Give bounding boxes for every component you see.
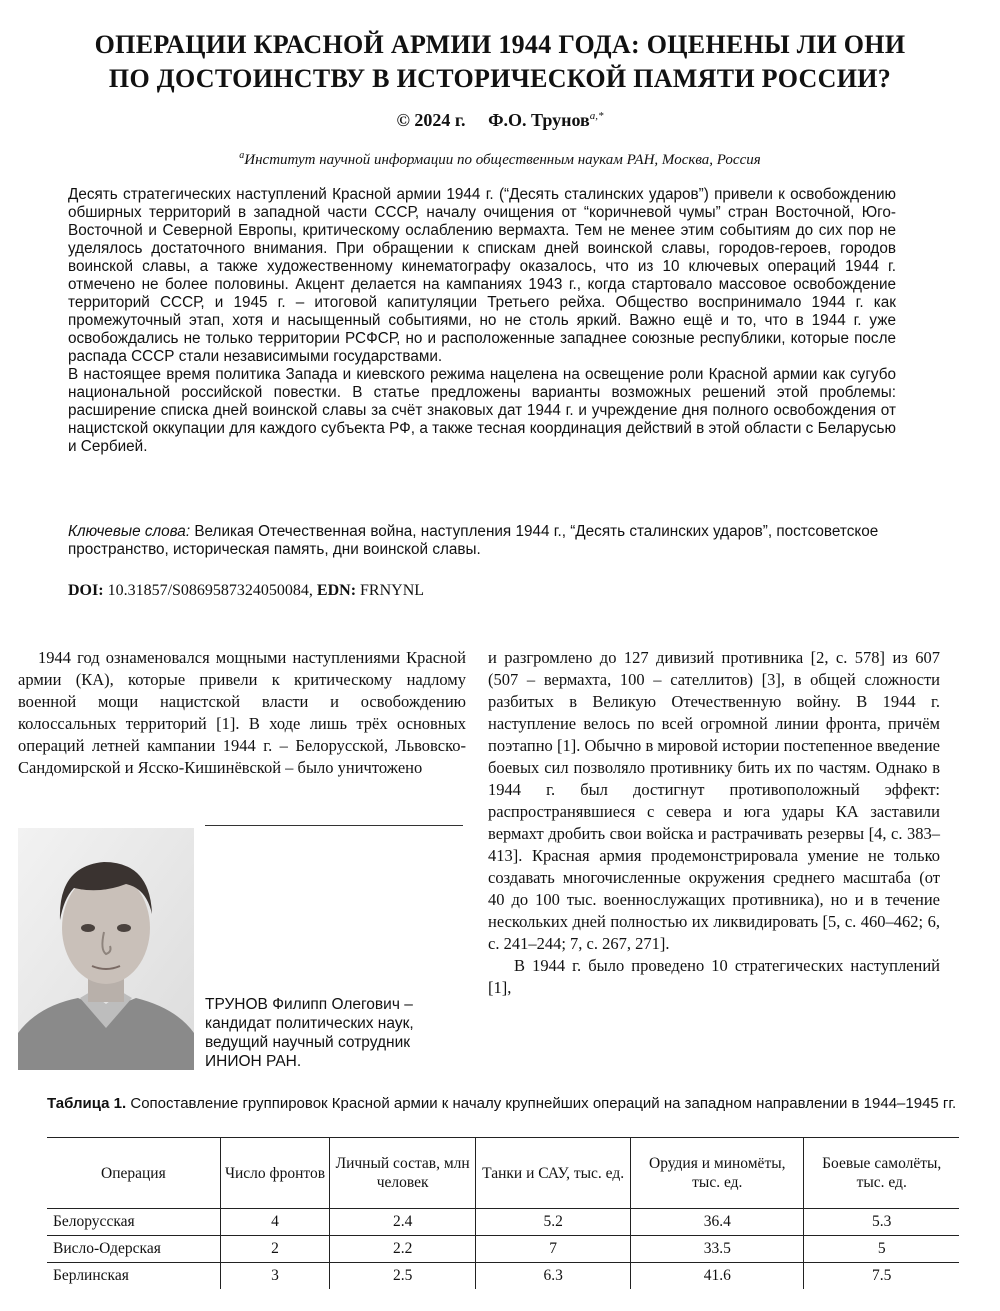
- article-title: [40, 28, 960, 96]
- body-paragraph-1: 1944 год ознаменовался мощными наступлениями Красной армии (КА), которые привели к критическому надлому военной мощи нацистской власти и освобождению колоссальных территорий [1]. В ходе лишь трёх основных операций летней кампании 1944 г. – Белорусской, Львовско-Сандомирской и Ясско-Кишинёвской – было уничтожено: [18, 648, 466, 777]
- table-cell: 5: [804, 1236, 959, 1263]
- table-caption-label: Таблица 1.: [47, 1095, 127, 1112]
- affiliation-superscript: a: [239, 150, 245, 161]
- table-row: [47, 1209, 959, 1236]
- title-line-2: ПО ДОСТОИНСТВУ В ИСТОРИЧЕСКОЙ ПАМЯТИ РОССИИ?: [108, 64, 892, 93]
- table-cell: Висло-Одерская: [47, 1236, 220, 1263]
- keywords-label: Ключевые слова:: [68, 523, 191, 540]
- title-line-1: ОПЕРАЦИИ КРАСНОЙ АРМИИ 1944 ГОДА: ОЦЕНЕНЫ ЛИ ОНИ: [94, 30, 906, 59]
- table-cell: 2.4: [330, 1209, 476, 1236]
- keywords: [68, 523, 896, 559]
- affiliation: [0, 150, 1000, 169]
- doi-value: 10.31857/S0869587324050084,: [107, 582, 313, 599]
- table-cell: 2: [220, 1236, 329, 1263]
- table-cell: 7.5: [804, 1263, 959, 1290]
- table-cell: 36.4: [631, 1209, 804, 1236]
- edn-label: EDN:: [316, 582, 357, 599]
- header-tanks: Танки и САУ, тыс. ед.: [476, 1138, 631, 1209]
- edn-value: FRNYNL: [360, 582, 425, 599]
- abstract-paragraph-1: Десять стратегических наступлений Красной армии 1944 г. (“Десять сталинских ударов”) привели к освобождению обширных территорий в западной части СССР, началу очищения от “коричневой чумы” стран Восточной, Юго-Восточной и Северной Европы, критическому ослаблению вермахта. Тем не менее этим событиям до сих пор не уделялось достаточного внимания. При обращении к спискам дней воинской славы, городов-героев, городов воинской славы, а также художественному кинематографу оказалось, что из 10 ключевых операций 1944 г. отмечено не более половины. Акцент делается на кампаниях 1943 г., когда стартовало массовое освобождение территорий СССР, и 1945 г. – итоговой капитуляции Третьего рейха. Общество воспринимало 1944 г. как промежуточный этап, хотя и насыщенный событиями, но не столь яркий. Важно ещё и то, что в 1944 г. уже освобождались не только территории РСФСР, но и расположенные западнее союзные республики, которые после распада СССР стали независимыми государствами.: [68, 186, 896, 365]
- table-cell: 5.3: [804, 1209, 959, 1236]
- table-cell: Берлинская: [53, 1267, 129, 1284]
- body-paragraph-3: В 1944 г. было проведено 10 стратегических наступлений [1],: [488, 956, 940, 997]
- table-row: [47, 1263, 959, 1290]
- table-cell: 2.2: [330, 1236, 476, 1263]
- header-operation: Операция: [47, 1138, 220, 1209]
- affiliation-text: Институт научной информации по общественным наукам РАН, Москва, Россия: [244, 152, 761, 168]
- table-cell: 41.6: [631, 1263, 804, 1290]
- copyright: © 2024 г.: [396, 110, 466, 130]
- table-cell: 3: [220, 1263, 329, 1290]
- header-personnel: Личный состав, млн человек: [330, 1138, 476, 1209]
- table-row: [47, 1236, 959, 1263]
- header-fronts: Число фронтов: [220, 1138, 329, 1209]
- author-name: Ф.О. Трунов: [488, 110, 590, 130]
- table-caption-text: Сопоставление группировок Красной армии к началу крупнейших операций на западном направлении в 1944–1945 гг.: [130, 1095, 957, 1112]
- body-column-left: [18, 647, 466, 779]
- identifiers: [68, 582, 424, 600]
- author-bio: ТРУНОВ Филипп Олегович – кандидат политических наук, ведущий научный сотрудник ИНИОН РАН.: [205, 996, 414, 1070]
- abstract-paragraph-2: В настоящее время политика Запада и киевского режима нацелена на освещение роли Красной армии как сугубо национальной российской повестки. В статье предложены варианты возможных решений этой проблемы: расширение списка дней воинской славы за счёт знаковых дат 1944 г. и учреждение дня полного освобождения от нацистской оккупации для каждого субъекта РФ, а также тесная координация действий в этой области с Беларусью и Сербией.: [68, 366, 896, 455]
- abstract: [68, 186, 896, 456]
- body-paragraph-2: и разгромлено до 127 дивизий противника [2, с. 578] из 607 (507 – вермахта, 100 – сателлитов) [3], в общей сложности разбитых в Великую Отечественную войну. В 1944 г. наступление велось по всей огромной линии фронта, причём поэтапно [1]. Обычно в мировой истории постепенное введение боевых сил позволяло противнику бить их по частям. Однако в 1944 г. был достигнут противоположный эффект: распространявшиеся с севера и юга удары КА заставили вермахт дробить свои войска и растрачивать резервы [4, с. 383–413]. Красная армия продемонстрировала умение не только создавать многочисленные окружения среднего масштаба (от 40 до 100 тыс. военнослужащих противника), но и в течение нескольких дней полностью их ликвидировать [5, с. 460–462; 6, с. 241–244; 7, с. 267, 271].: [488, 648, 940, 953]
- table-cell: 5.2: [476, 1209, 631, 1236]
- table-cell: 33.5: [631, 1236, 804, 1263]
- table-cell: 6.3: [476, 1263, 631, 1290]
- table-cell: Белорусская: [47, 1209, 220, 1236]
- table-cell: 4: [220, 1209, 329, 1236]
- header-aircraft: Боевые самолёты, тыс. ед.: [804, 1138, 959, 1209]
- table-header-row: [47, 1138, 959, 1209]
- keywords-text: Великая Отечественная война, наступления 1944 г., “Десять сталинских ударов”, постсоветское пространство, историческая память, дни воинской славы.: [68, 523, 879, 558]
- table-cell: 7: [476, 1236, 631, 1263]
- table-cell: 2.5: [330, 1263, 476, 1290]
- data-table: [47, 1137, 959, 1289]
- doi-label: DOI:: [68, 582, 104, 599]
- author-photo: [18, 828, 194, 1070]
- header-artillery: Орудия и миномёты, тыс. ед.: [631, 1138, 804, 1209]
- body-column-right: [488, 647, 940, 999]
- author-portrait-image: [18, 828, 194, 1070]
- footnote-divider: [205, 825, 463, 826]
- author-line: [0, 110, 1000, 131]
- table-caption: [47, 1094, 959, 1113]
- author-superscript: a,*: [589, 110, 604, 122]
